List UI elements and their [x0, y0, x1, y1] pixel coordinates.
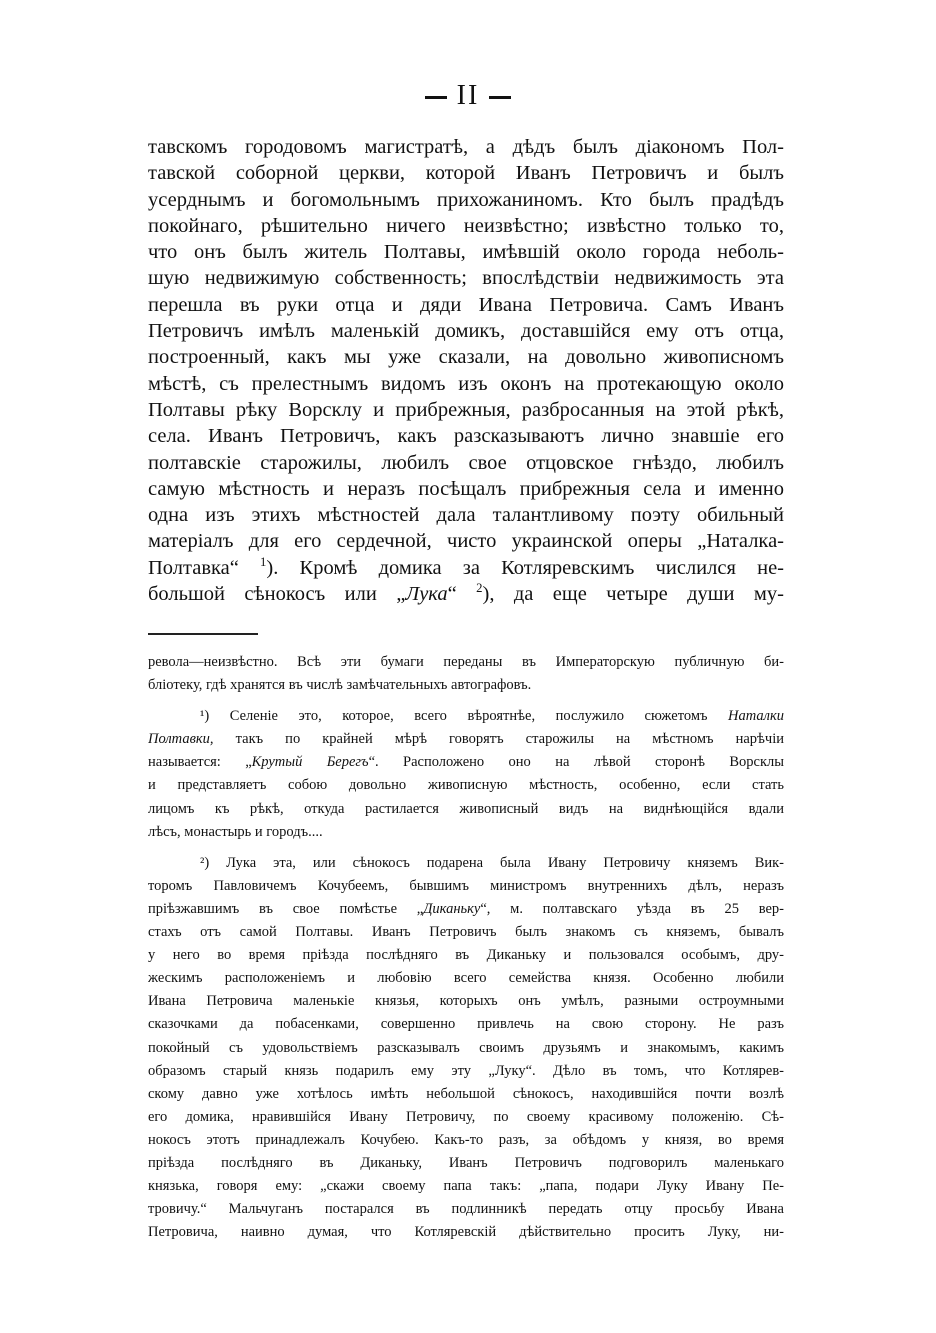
- footnote-line: у него во время пріѣзда послѣдняго въ Диканьку и пользовался особымъ, дру-: [148, 947, 784, 964]
- footnote-marker-2: ²): [200, 854, 210, 871]
- footnote-line: пріѣзда послѣдняго въ Диканьку, Иванъ Петровичъ подговорилъ маленькаго: [148, 1154, 784, 1171]
- text-line: покойнаго, рѣшительно ничего неизвѣстно; извѣстно только то,: [148, 214, 784, 237]
- footnote-line: [148, 751, 784, 774]
- footnote-marker-1: ¹): [200, 708, 210, 725]
- footnote-line: Петровича, наивно думая, что Котляревскій дѣйствительно проситъ Луку, ни-: [148, 1224, 784, 1241]
- footnotes-section: [148, 651, 784, 1244]
- spacer: [148, 844, 784, 852]
- text-fragment: “: [447, 583, 457, 606]
- footnote-line: торомъ Павловичемъ Кочубеемъ, бывшимъ министромъ внутреннихъ дѣлъ, неразъ: [148, 877, 784, 894]
- emphasized-word: Крутый Берегъ: [251, 754, 369, 771]
- text-line: шую недвижимую собственность; впослѣдствіи недвижимость эта: [148, 267, 784, 290]
- footnote-ref-1: 1: [260, 554, 267, 569]
- footnote-line: [148, 898, 784, 921]
- footnote-line: и представляетъ собою довольно живописную мѣстность, особенно, если стать: [148, 777, 784, 794]
- emphasized-word: Полтавки,: [148, 731, 214, 748]
- text-fragment: такъ по крайней мѣрѣ говорятъ старожилы на мѣстномъ нарѣчіи: [213, 731, 784, 748]
- footnote-line: лѣсъ, монастырь и городъ....: [148, 823, 323, 840]
- text-line: построенный, какъ мы уже сказали, на довольно живописномъ: [148, 346, 784, 369]
- footnote-line: стахъ отъ самой Полтавы. Иванъ Петровичъ былъ знакомъ съ княземъ, бывалъ: [148, 924, 784, 941]
- emphasized-word: Наталки: [728, 708, 784, 725]
- footnote-line: князька, говоря ему: „скажи своему папа такъ: „папа, подари Луку Ивану Пе-: [148, 1178, 784, 1195]
- text-line: Полтавы рѣку Ворсклу и прибрежныя, разбросанныя на этой рѣкѣ,: [148, 398, 784, 421]
- footnote-line: образомъ старый князь подарилъ ему эту „Луку“. Дѣло въ томъ, что Котлярев-: [148, 1062, 784, 1079]
- footnote-line: [148, 728, 784, 751]
- footnote-line: нокосъ этотъ принадлежалъ Кочубею. Какъ-то разъ, за обѣдомъ у князя, во время: [148, 1131, 784, 1148]
- footnote-line: лицомъ къ рѣкѣ, откуда растилается живописный видъ на виднѣющійся вдали: [148, 800, 784, 817]
- text-line: [148, 555, 784, 581]
- footnote-line: покойный съ удовольствіемъ разсказывалъ своимъ друзьямъ и знакомымъ, какимъ: [148, 1039, 784, 1056]
- text-fragment: Лука эта, или сѣнокосъ подарена была Ивану Петровичу княземъ Вик-: [226, 854, 784, 871]
- footnote-line: его домика, нравившійся Ивану Петровичу, по своему красивому положенію. Сѣ-: [148, 1108, 784, 1125]
- spacer: [148, 697, 784, 705]
- text-line: мѣстѣ, съ прелестнымъ видомъ изъ оконъ на протекающую около: [148, 372, 784, 395]
- text-line: [148, 581, 784, 607]
- text-line: самую мѣстность и неразъ посѣщалъ прибрежныя села и именно: [148, 477, 784, 500]
- footnote-line: скому давно уже хотѣлось имѣть небольшой сѣнокосъ, находившійся почти возлѣ: [148, 1085, 784, 1102]
- text-line: села. Иванъ Петровичъ, какъ разсказываютъ лично знавшіе его: [148, 425, 784, 448]
- text-line: матеріалъ для его сердечной, чисто украинской оперы „Наталка-: [148, 530, 784, 553]
- text-fragment: пріѣзжавшимъ въ свое помѣстье „: [148, 900, 424, 917]
- footnote-line: сказочками да побасенками, совершенно привлечь на свою сторону. Не разъ: [148, 1016, 784, 1033]
- footnote-line: [148, 852, 784, 875]
- text-line: Петровичъ имѣлъ маленькій домикъ, доставшійся ему отъ отца,: [148, 320, 784, 343]
- text-fragment: Селеніе это, которое, всего вѣроятнѣе, послужило сюжетомъ: [229, 708, 729, 725]
- text-fragment: называется: „: [148, 754, 252, 771]
- text-fragment: большой сѣнокосъ или „: [148, 583, 406, 606]
- text-line: полтавскіе старожилы, любилъ свое отцовское гнѣздо, любилъ: [148, 451, 784, 474]
- emphasized-word: Лука: [405, 583, 448, 606]
- emphasized-word: Диканьку: [423, 900, 481, 917]
- text-line: одна изъ этихъ мѣстностей дала талантливому поэту обильный: [148, 504, 784, 527]
- main-text-body: [148, 134, 784, 607]
- text-fragment: ), да еще четыре души му-: [482, 583, 784, 606]
- footnote-line: револа—неизвѣстно. Всѣ эти бумаги переданы въ Императорскую публичную би-: [148, 654, 784, 670]
- page-number: II: [456, 80, 480, 111]
- text-fragment: Полтавка“: [148, 556, 239, 579]
- text-line: усерднымъ и богомольнымъ прихожаниномъ. Кто былъ прадѣдъ: [148, 188, 784, 211]
- footnote-line: Ивана Петровича маленькіе князья, которыхъ онъ умѣлъ, разными остроумными: [148, 993, 784, 1010]
- text-line: перешла въ руки отца и дяди Ивана Петровича. Самъ Иванъ: [148, 293, 784, 316]
- footnote-line: жескимъ расположеніемъ и любовію всего семейства князя. Особенно любили: [148, 970, 784, 987]
- page-header: [0, 80, 936, 112]
- footnote-line: тровичу.“ Мальчуганъ постарался въ подлинникѣ передать отцу просьбу Ивана: [148, 1201, 784, 1218]
- footnote-line: [148, 705, 784, 728]
- header-dash-right: [489, 96, 511, 99]
- header-dash-left: [425, 96, 447, 99]
- text-fragment: “. Расположено оно на лѣвой сторонѣ Ворсклы: [368, 754, 784, 771]
- footnote-ref-2: 2: [476, 581, 483, 596]
- text-fragment: ). Кромѣ домика за Котляревскимъ числился не-: [266, 556, 784, 579]
- footnote-line: бліотеку, гдѣ хранятся въ числѣ замѣчательныхъ автографовъ.: [148, 677, 532, 694]
- text-line: тавскомъ городовомъ магистратѣ, а дѣдъ былъ діакономъ Пол-: [148, 136, 784, 158]
- footnote-divider: [148, 633, 258, 635]
- text-line: тавской соборной церкви, которой Иванъ Петровичъ и былъ: [148, 162, 784, 185]
- text-line: что онъ былъ житель Полтавы, имѣвшій около города неболь-: [148, 241, 784, 264]
- text-fragment: “, м. полтавскаго уѣзда въ 25 вер-: [480, 900, 784, 917]
